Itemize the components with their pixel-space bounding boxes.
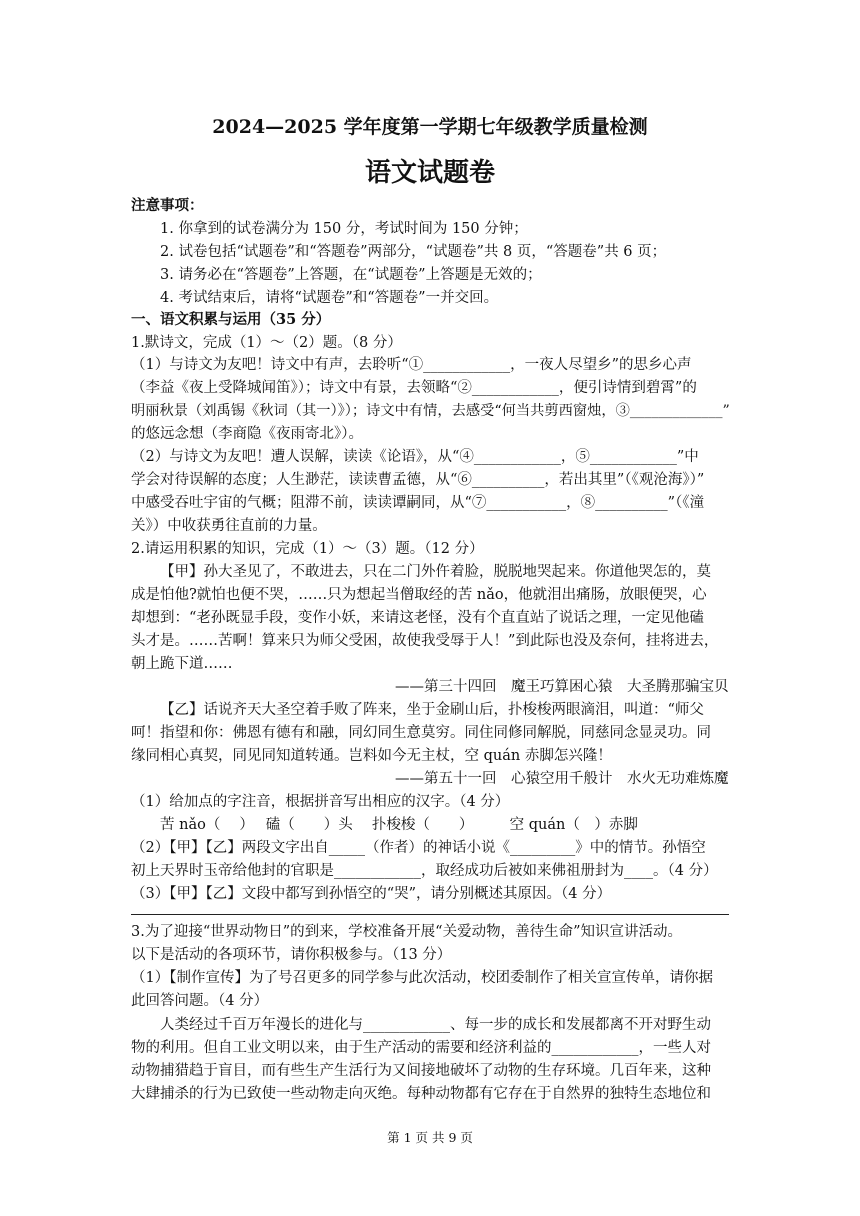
notice-item: 1. 你拿到的试卷满分为 150 分，考试时间为 150 分钟； (160, 221, 528, 237)
passage-yi-line: 呵！指望和你：佛恩有德有和融，同幻同生意莫穷。同住同修同解脱，同慈同念显灵功。同 (131, 725, 711, 741)
passage-jia-line: 成是怕他?就怕也便不哭，……只为想起当僧取经的苦 nǎo，他就泪出痛肠，放眼便哭，心 (131, 587, 707, 603)
sub-question: 初上天界时玉帝给他封的官职是____________，取经成功后被如来佛祖册封为____。（4 分） (131, 863, 718, 879)
passage-line: 人类经过千百万年漫长的进化与____________、每一步的成长和发展都离不开对野生动 (160, 1017, 711, 1033)
sub-question: （2）【甲】【乙】两段文字出自_____（作者）的神话小说《_________》中的情节。孙悟空 (131, 840, 706, 856)
notice-item: 3. 请务必在“答题卷”上答题，在“试题卷”上答题是无效的； (160, 267, 542, 283)
question-stem: 3.为了迎接“世界动物日”的到来，学校准备开展“关爱动物，善待生命”知识宣讲活动。 (131, 924, 682, 940)
pinyin-answer-row: 苦 nǎo（ ） 磕（ ）头 扑梭梭（ ） 空 quán（ ）赤脚 (160, 817, 638, 833)
question-text-line: 关》）中收获勇往直前的力量。 (131, 518, 327, 534)
answer-rule (131, 914, 729, 915)
sub-question: （1）【制作宣传】为了号召更多的同学参与此次活动，校团委制作了相关宣宣传单，请你据 (131, 970, 713, 986)
passage-jia-line: 朝上跪下道…… (131, 656, 233, 672)
question-text-line: 明丽秋景（刘禹锡《秋词（其一）》）；诗文中有情，去感受“何当共剪西窗烛，③_____________” (131, 403, 730, 419)
section-heading: 一、语文积累与运用（35 分） (131, 311, 331, 328)
passage-source: ——第五十一回 心猿空用千般计 水火无功难炼魔 (395, 771, 729, 787)
passage-jia-line: 头才是。……苦啊！算来只为师父受困，故使我受辱于人！”到此际也没及奈何，挂将进去， (131, 633, 719, 649)
passage-line: 大肆捕杀的行为已致使一些动物走向灭绝。每种动物都有它存在于自然界的独特生态地位和 (131, 1086, 711, 1102)
question-text-line: （李益《夜上受降城闻笛》）；诗文中有景，去领略“②____________，便引诗情到碧霄”的 (131, 380, 697, 396)
sub-question: 此回答问题。（4 分） (131, 993, 269, 1009)
question-stem: 1.默诗文，完成（1）～（2）题。（8 分） (131, 335, 402, 351)
exam-title: 2024—2025 学年度第一学期七年级教学质量检测 (212, 116, 648, 138)
passage-yi-line: 【乙】话说齐天大圣空着手败了阵来，坐于金刷山后，扑梭梭两眼滴泪，叫道：“师父 (160, 702, 704, 718)
passage-jia-line: 却想到：“老孙既显手段，变作小妖，来请这老怪，没有个直直站了说话之理，一定见他磕 (131, 610, 704, 626)
passage-yi-line: 缘同相心真契，同见同知道转通。岂料如今无主杖，空 quán 赤脚怎兴隆！ (131, 748, 612, 764)
passage-source: ——第三十四回 魔王巧算困心猿 大圣腾那骗宝贝 (395, 679, 729, 695)
question-stem: 2.请运用积累的知识，完成（1）～（3）题。（12 分） (131, 541, 484, 557)
sub-question: （1）给加点的字注音，根据拼音写出相应的汉字。（4 分） (131, 794, 510, 810)
question-text-line: 学会对待误解的态度；人生渺茫，读读曹孟德，从“⑥__________，若出其里”（《观沧海》）” (131, 472, 705, 488)
notice-item: 2. 试卷包括“试题卷”和“答题卷”两部分，“试题卷”共 8 页，“答题卷”共 6 页； (160, 244, 667, 260)
notice-item: 4. 考试结束后，请将“试题卷”和“答题卷”一并交回。 (160, 290, 499, 306)
question-text-line: （2）与诗文为友吧！遭人误解，读读《论语》，从“④____________，⑤____________”中 (131, 449, 699, 465)
passage-line: 物的利用。但自工业文明以来，由于生产活动的需要和经济利益的____________，一些人对 (131, 1040, 711, 1056)
sub-question: （3）【甲】【乙】文段中都写到孙悟空的“哭”，请分别概述其原因。（4 分） (131, 886, 612, 902)
page-number: 第 1 页 共 9 页 (387, 1130, 473, 1145)
notice-heading: 注意事项： (131, 197, 204, 214)
passage-jia-line: 【甲】孙大圣见了，不敢进去，只在二门外仵着脸，脱脱地哭起来。你道他哭怎的，莫 (160, 564, 711, 580)
question-text-line: （1）与诗文为友吧！诗文中有声，去聆听“①____________，一夜人尽望乡”的思乡心声 (131, 357, 692, 373)
question-stem: 以下是活动的各项环节，请你积极参与。（13 分） (131, 947, 452, 963)
question-text-line: 中感受吞吐宇宙的气概；阻滞不前，读读谭嗣同，从“⑦___________，⑧__________”（《潼 (131, 495, 705, 511)
question-text-line: 的悠远念想（李商隐《夜雨寄北》）。 (131, 426, 363, 442)
passage-line: 动物捕猎趋于盲目，而有些生产生活行为又间接地破坏了动物的生存环境。几百年来，这种 (131, 1063, 711, 1079)
paper-subtitle: 语文试题卷 (364, 158, 495, 188)
